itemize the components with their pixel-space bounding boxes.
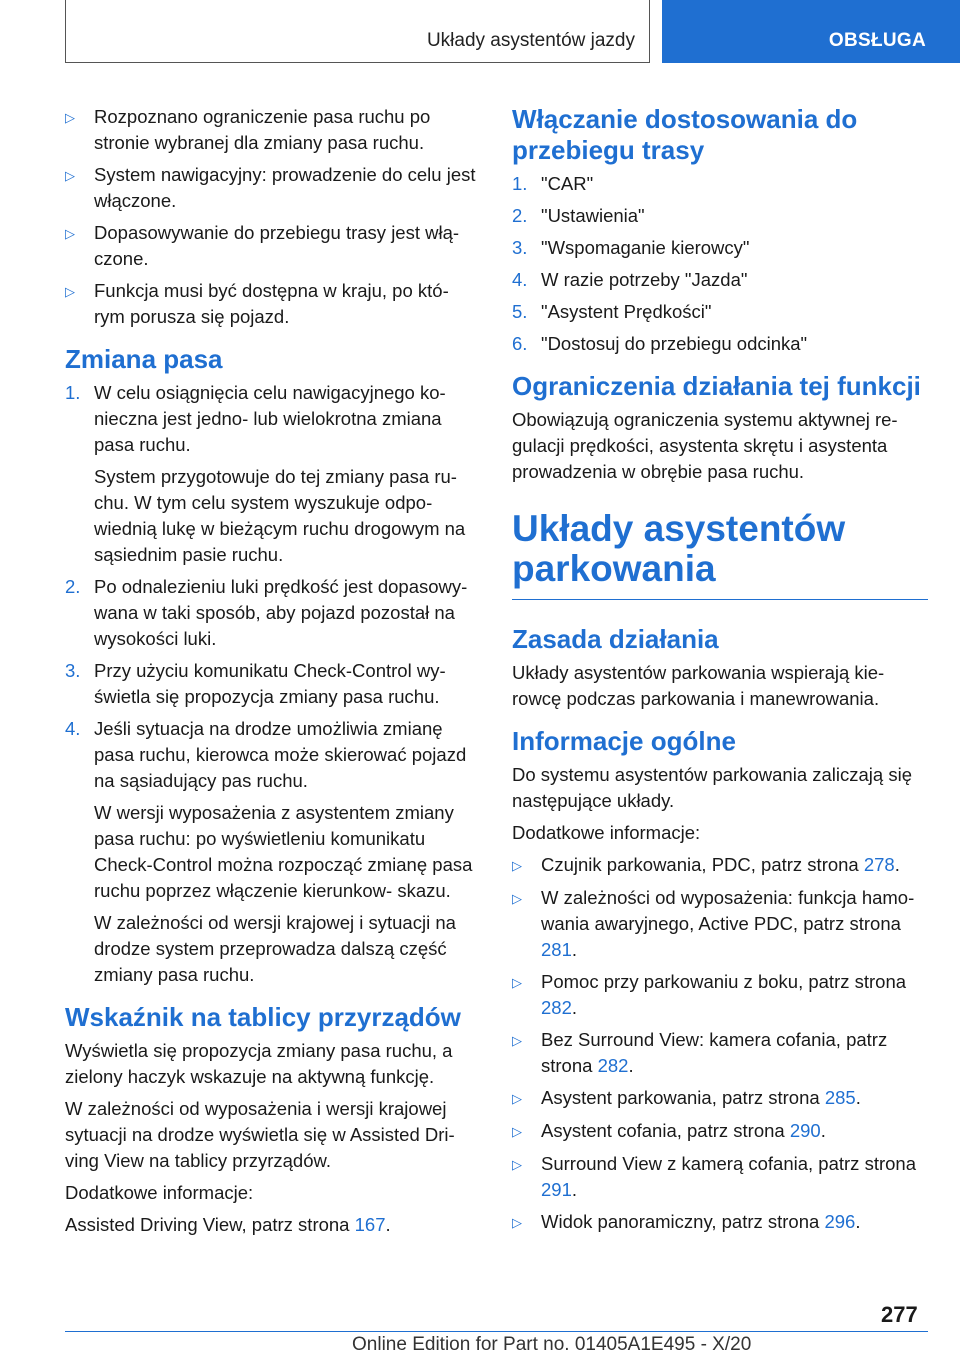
paragraph: Do systemu asystentów parkowania zaliczają się następujące układy.	[512, 764, 912, 811]
step-number: 1.	[512, 173, 528, 194]
step-item: 4. Jeśli sytuacja na drodze umożliwia zmianę pasa ruchu, kierowca może skierować pojazd na sąsiadujący pas ruchu.	[65, 716, 477, 794]
step-item: 2. Po odnalezieniu luki prędkość jest dopasowy‐ wana w taki sposób, aby pojazd pozostał na wysokości luki.	[65, 574, 477, 652]
list-item: ▷ Rozpoznano ograniczenie pasa ruchu po stronie wybranej dla zmiany pasa ruchu.	[65, 104, 477, 156]
page-link[interactable]: 296	[824, 1211, 856, 1232]
right-column	[512, 104, 928, 1242]
step-number	[65, 800, 94, 904]
list-item: ▷ Pomoc przy parkowaniu z boku, patrz strona 282.	[512, 969, 928, 1021]
page-link[interactable]: 291	[541, 1179, 572, 1200]
section-heading-lane-change: Zmiana pasa	[65, 344, 223, 374]
step-number: 3.	[65, 660, 81, 681]
section-heading-limits: Ograniczenia działania tej funkcji	[512, 371, 921, 401]
bullet-icon: ▷	[512, 891, 522, 906]
list-item: ▷ Dopasowywanie do przebiegu trasy jest włą‐ czone.	[65, 220, 477, 272]
section-heading-display: Wskaźnik na tablicy przyrządów	[65, 1002, 461, 1032]
footer-divider	[65, 1331, 928, 1332]
bullet-icon: ▷	[65, 284, 75, 299]
list-item: ▷ Asystent parkowania, patrz strona 285.	[512, 1085, 928, 1112]
step-item: 1. "CAR"	[512, 171, 928, 197]
step-number: 3.	[512, 237, 528, 258]
bullet-icon: ▷	[65, 226, 75, 241]
step-item: W wersji wyposażenia z asystentem zmiany pasa ruchu: po wyświetleniu komunikatu Check-Control można rozpocząć zmianę pasa ruchu poprzez włączenie kierunkow‐ skazu.	[65, 800, 477, 904]
chapter-title: Układy asystentów jazdy	[426, 30, 635, 51]
section-heading-principle: Zasada działania	[512, 624, 719, 654]
paragraph: Dodatkowe informacje:	[512, 822, 701, 843]
list-item: ▷ System nawigacyjny: prowadzenie do celu jest włączone.	[65, 162, 477, 214]
step-item: 5. "Asystent Prędkości"	[512, 299, 928, 325]
section-heading-general: Informacje ogólne	[512, 726, 736, 756]
parking-systems-list	[512, 852, 928, 1236]
paragraph: Obowiązują ograniczenia systemu aktywnej re‐ gulacji prędkości, asystenta skrętu i asystenta prowadzenia w obrębie pasa ruchu.	[512, 409, 898, 482]
step-number	[65, 464, 94, 568]
page-link[interactable]: 281	[541, 939, 572, 960]
bullet-icon: ▷	[512, 1215, 522, 1230]
bullet-icon: ▷	[512, 1124, 522, 1139]
paragraph: Dodatkowe informacje:	[65, 1182, 254, 1203]
page-number: 277	[881, 1302, 918, 1327]
list-item: ▷ Bez Surround View: kamera cofania, patrz strona 282.	[512, 1027, 928, 1079]
left-column	[65, 104, 477, 1244]
step-item: 3. "Wspomaganie kierowcy"	[512, 235, 928, 261]
requirement-list	[65, 104, 477, 330]
bullet-icon: ▷	[65, 168, 75, 183]
page-link[interactable]: 285	[824, 1087, 856, 1108]
section-heading-enable: Włączanie dostosowania do przebiegu trasy	[512, 104, 858, 165]
list-item: ▷ Surround View z kamerą cofania, patrz strona 291.	[512, 1151, 928, 1203]
bullet-icon: ▷	[512, 1157, 522, 1172]
step-item: 3. Przy użyciu komunikatu Check-Control wy‐ świetla się propozycja zmiany pasa ruchu.	[65, 658, 477, 710]
step-item: W zależności od wersji krajowej i sytuacji na drodze system przeprowadza dalszą część zmiany pasa ruchu.	[65, 910, 477, 988]
bullet-icon: ▷	[512, 975, 522, 990]
step-item: 6. "Dostosuj do przebiegu odcinka"	[512, 331, 928, 357]
step-number: 6.	[512, 333, 528, 354]
cross-reference: Assisted Driving View, patrz strona 167.	[65, 1214, 391, 1235]
bullet-icon: ▷	[65, 110, 75, 125]
step-number: 4.	[512, 269, 528, 290]
page-link[interactable]: 282	[597, 1055, 629, 1076]
list-item: ▷ Asystent cofania, patrz strona 290.	[512, 1118, 928, 1145]
bullet-icon: ▷	[512, 1033, 522, 1048]
step-item: 4. W razie potrzeby "Jazda"	[512, 267, 928, 293]
paragraph: W zależności od wyposażenia i wersji krajowej sytuacji na drodze wyświetla się w Assisted Dri‐ ving View na tablicy przyrządów.	[65, 1098, 455, 1171]
step-number: 5.	[512, 301, 528, 322]
edition-footer: Online Edition for Part no. 01405A1E495 - X/20	[352, 1334, 752, 1355]
section-label: OBSŁUGA	[828, 30, 926, 51]
paragraph: Układy asystentów parkowania wspierają kie‐ rowcę podczas parkowania i manewrowania.	[512, 662, 885, 709]
bullet-icon: ▷	[512, 858, 522, 873]
page-link[interactable]: 290	[789, 1120, 821, 1141]
step-number: 2.	[65, 576, 81, 597]
page-link[interactable]: 282	[541, 997, 572, 1018]
step-number: 4.	[65, 718, 81, 739]
running-header	[65, 0, 650, 63]
paragraph: Wyświetla się propozycja zmiany pasa ruchu, a zielony haczyk wskazuje na aktywną funkcję.	[65, 1040, 453, 1087]
list-item: ▷ Czujnik parkowania, PDC, patrz strona 278.	[512, 852, 928, 879]
step-number: 2.	[512, 205, 528, 226]
step-number	[65, 910, 94, 988]
step-item: 2. "Ustawienia"	[512, 203, 928, 229]
enable-steps	[512, 171, 928, 357]
step-item: 1. W celu osiągnięcia celu nawigacyjnego ko‐ nieczna jest jedno- lub wielokrotna zmiana pasa ruchu.	[65, 380, 477, 458]
list-item: ▷ W zależności od wyposażenia: funkcja hamo‐ wania awaryjnego, Active PDC, patrz strona 281.	[512, 885, 928, 963]
step-number: 1.	[65, 382, 81, 403]
section-tab	[662, 0, 960, 63]
list-item: ▷ Widok panoramiczny, patrz strona 296.	[512, 1209, 928, 1236]
list-item: ▷ Funkcja musi być dostępna w kraju, po któ‐ rym porusza się pojazd.	[65, 278, 477, 330]
chapter-heading: Układy asystentów parkowania	[512, 509, 928, 600]
bullet-icon: ▷	[512, 1091, 522, 1106]
step-item: System przygotowuje do tej zmiany pasa ru‐ chu. W tym celu system wyszukuje odpo‐ wiednią lukę w bieżącym ruchu drogowym na sąsiednim pasie ruchu.	[65, 464, 477, 568]
lane-change-steps	[65, 380, 477, 988]
page-link[interactable]: 167	[354, 1214, 386, 1235]
page-link[interactable]: 278	[863, 854, 895, 875]
